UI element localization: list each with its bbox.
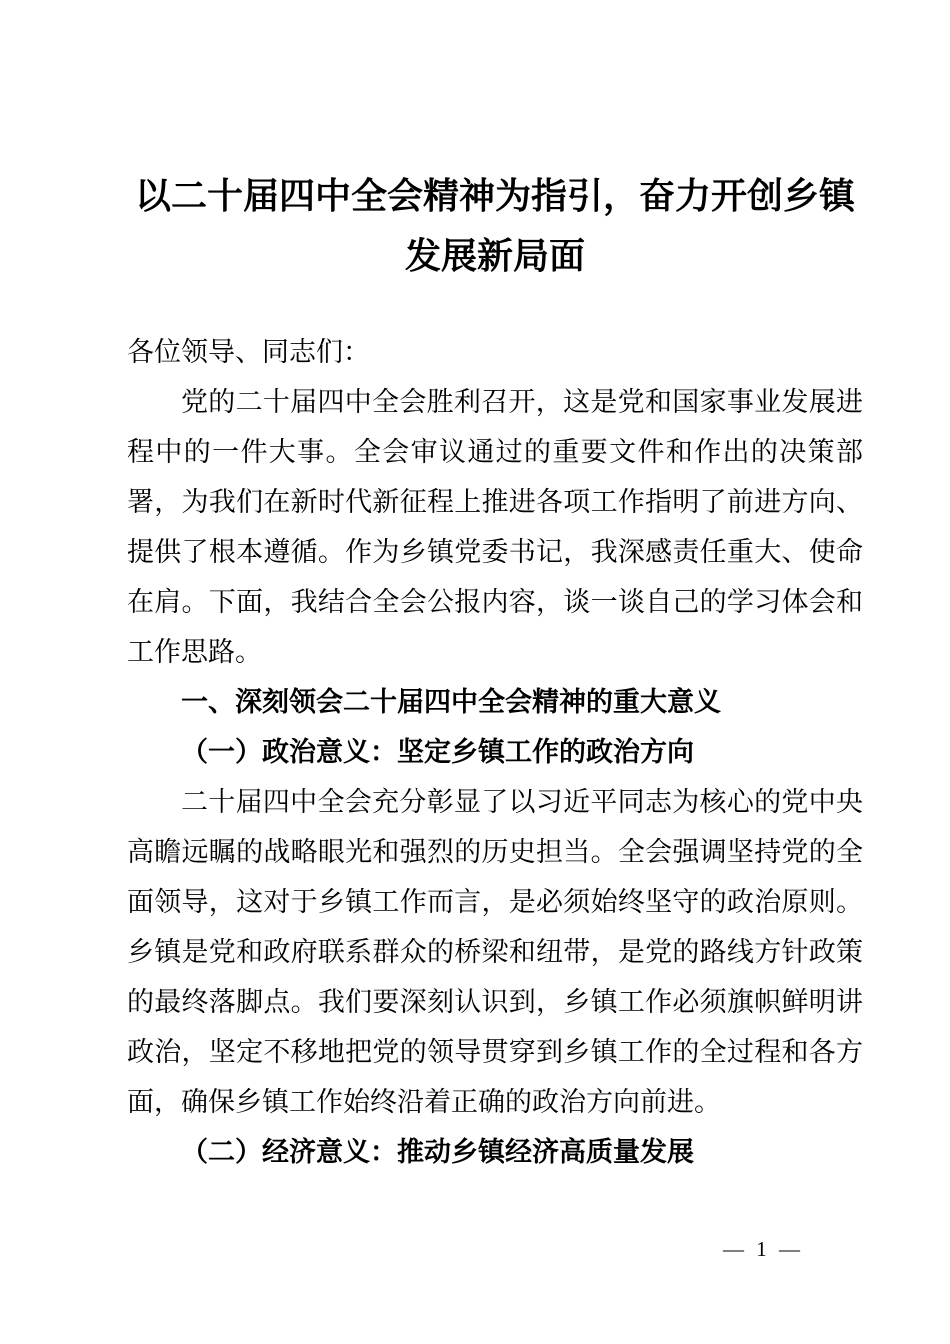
section-heading-1: 一、深刻领会二十届四中全会精神的重大意义 [181, 687, 721, 717]
page-number: — 1 — [723, 1237, 800, 1261]
document-body [127, 327, 863, 1177]
salutation-line: 各位领导、同志们： [127, 337, 370, 367]
subsection-heading-1-2: （二）经济意义：推动乡镇经济高质量发展 [181, 1137, 694, 1167]
opening-paragraph: 党的二十届四中全会胜利召开，这是党和国家事业发展进程中的一件大事。全会审议通过的重要文件和作出的决策部署，为我们在新时代新征程上推进各项工作指明了前进方向、提供了根本遵循。作为乡镇党委书记，我深感责任重大、使命在肩。下面，我结合全会公报内容，谈一谈自己的学习体会和工作思路。 [127, 387, 863, 667]
subsection-heading-1-1: （一）政治意义：坚定乡镇工作的政治方向 [181, 737, 694, 767]
political-significance-paragraph: 二十届四中全会充分彰显了以习近平同志为核心的党中央高瞻远瞩的战略眼光和强烈的历史担当。全会强调坚持党的全面领导，这对于乡镇工作而言，是必须始终坚守的政治原则。乡镇是党和政府联系群众的桥梁和纽带，是党的路线方针政策的最终落脚点。我们要深刻认识到，乡镇工作必须旗帜鲜明讲政治，坚定不移地把党的领导贯穿到乡镇工作的全过程和各方面，确保乡镇工作始终沿着正确的政治方向前进。 [127, 787, 863, 1117]
document-title: 以二十届四中全会精神为指引，奋力开创乡镇发展新局面 [134, 175, 855, 276]
